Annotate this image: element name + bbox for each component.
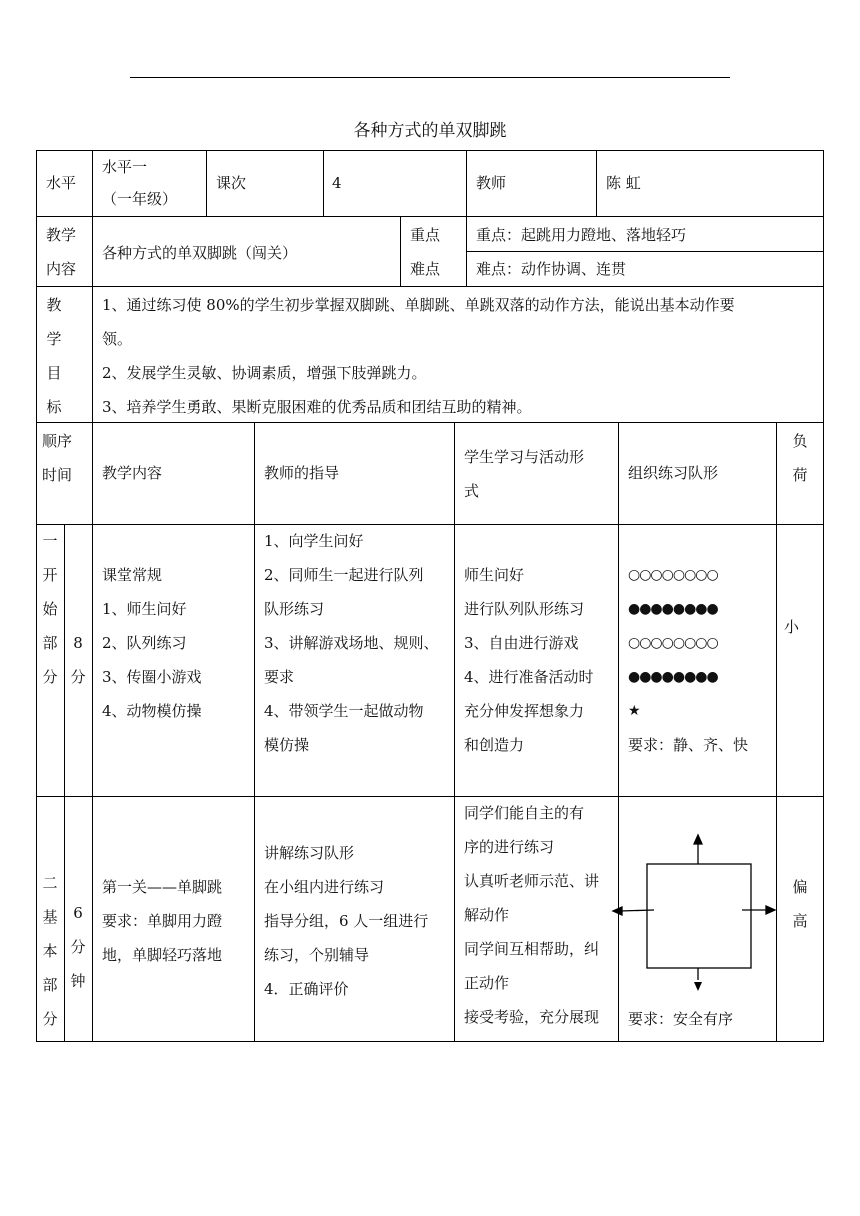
lesson-value: 4 (332, 174, 342, 192)
arrow-down-icon (690, 962, 706, 992)
section1-student: 师生问好 进行队列队形练习 3、自由进行游戏 4、进行准备活动时 充分伸发挥想象力 和创造力 (464, 566, 594, 754)
section1-formation (628, 558, 748, 762)
col-student: 学生学习与活动形 式 (464, 448, 585, 500)
section2-teacher: 讲解练习队形 在小组内进行练习 指导分组，6 人一组进行 练习，个别辅导 4．正确评价 (264, 844, 429, 998)
arrow-left-icon (620, 910, 654, 911)
arrow-up-icon (694, 835, 702, 844)
difficulty: 难点：动作协调、连贯 (476, 260, 627, 278)
level-label: 水平 (46, 174, 77, 192)
lesson-label: 课次 (216, 174, 247, 192)
formation-requirement: 要求：静、齐、快 (628, 736, 749, 754)
key-point: 重点：起跳用力蹬地、落地轻巧 (476, 226, 687, 244)
section2-student: 同学们能自主的有 序的进行练习 认真听老师示范、讲 解动作 同学间互相帮助，纠 正动作 接受考验，充分展现 (464, 804, 600, 1026)
col-teacher-guide: 教师的指导 (264, 464, 340, 482)
section1-load: 小 (784, 618, 800, 636)
square-icon (647, 864, 751, 968)
col-rule (92, 150, 93, 216)
goals-label: 教 学 目 标 (46, 296, 62, 416)
section1-time: 8 分 (70, 634, 86, 686)
col-rule (323, 150, 324, 216)
col-formation: 组织练习队形 (628, 464, 719, 482)
col-content: 教学内容 (102, 464, 163, 482)
section2-part: 二 基 本 部 分 (42, 874, 58, 1028)
content-label: 教学 内容 (46, 226, 77, 278)
col-rule (206, 150, 207, 216)
col-rule (466, 150, 467, 216)
top-rule (130, 77, 730, 78)
col-rule (92, 286, 93, 422)
section2-time: 6 分 钟 (70, 904, 86, 990)
teacher-value: 陈 虹 (606, 174, 641, 192)
row-rule (36, 216, 824, 217)
formation-row: ○○○○○○○○ (628, 567, 718, 583)
formation-square-diagram (610, 830, 776, 980)
col-rule (92, 422, 93, 1042)
level-value: 水平一 （一年级） (102, 158, 178, 208)
col-rule (454, 422, 455, 1042)
col-load: 负 荷 (792, 432, 808, 484)
goal-line: 2、发展学生灵敏、协调素质，增强下肢弹跳力。 (102, 364, 427, 382)
goal-line: 3、培养学生勇敢、果断克服困难的优秀品质和团结互助的精神。 (102, 398, 532, 416)
col-order: 顺序 时间 (42, 432, 73, 484)
arrow-right-icon (766, 906, 775, 914)
content-value: 各种方式的单双脚跳（闯关） (102, 244, 298, 262)
goal-line: 领。 (102, 330, 133, 348)
col-rule (254, 422, 255, 1042)
section2-load: 偏 高 (792, 878, 808, 930)
formation-row: ○○○○○○○○ (628, 635, 718, 651)
page-title: 各种方式的单双脚跳 (353, 121, 507, 141)
section1-part: 一 开 始 部 分 (42, 532, 58, 686)
section1-content: 课堂常规 1、师生问好 2、队列练习 3、传圈小游戏 4、动物模仿操 (102, 566, 202, 720)
col-rule (92, 216, 93, 286)
star-icon: ★ (628, 703, 640, 719)
formation-row: ●●●●●●●● (628, 601, 718, 617)
teacher-label: 教师 (476, 174, 507, 192)
lesson-plan-table (36, 150, 824, 1042)
col-rule (776, 422, 777, 1042)
section1-teacher: 1、向学生问好 2、同师生一起进行队列 队形练习 3、讲解游戏场地、规则、 要求 4、带领学生一起做动物 模仿操 (264, 532, 439, 754)
focus-label: 重点 难点 (410, 226, 441, 278)
section2-formation-requirement: 要求：安全有序 (628, 1010, 734, 1028)
arrow-left-icon (613, 907, 622, 915)
goal-line: 1、通过练习使 80%的学生初步掌握双脚跳、单脚跳、单跳双落的动作方法，能说出基本动作要 (102, 296, 735, 314)
col-rule (466, 216, 467, 286)
row-rule (36, 286, 824, 287)
goals-list (102, 288, 735, 424)
formation-row: ●●●●●●●● (628, 669, 718, 685)
col-rule (596, 150, 597, 216)
col-rule (400, 216, 401, 286)
section2-content: 第一关——单脚跳 要求：单脚用力蹬 地，单脚轻巧落地 (102, 878, 223, 964)
col-rule (64, 524, 65, 1042)
row-rule (36, 796, 824, 797)
